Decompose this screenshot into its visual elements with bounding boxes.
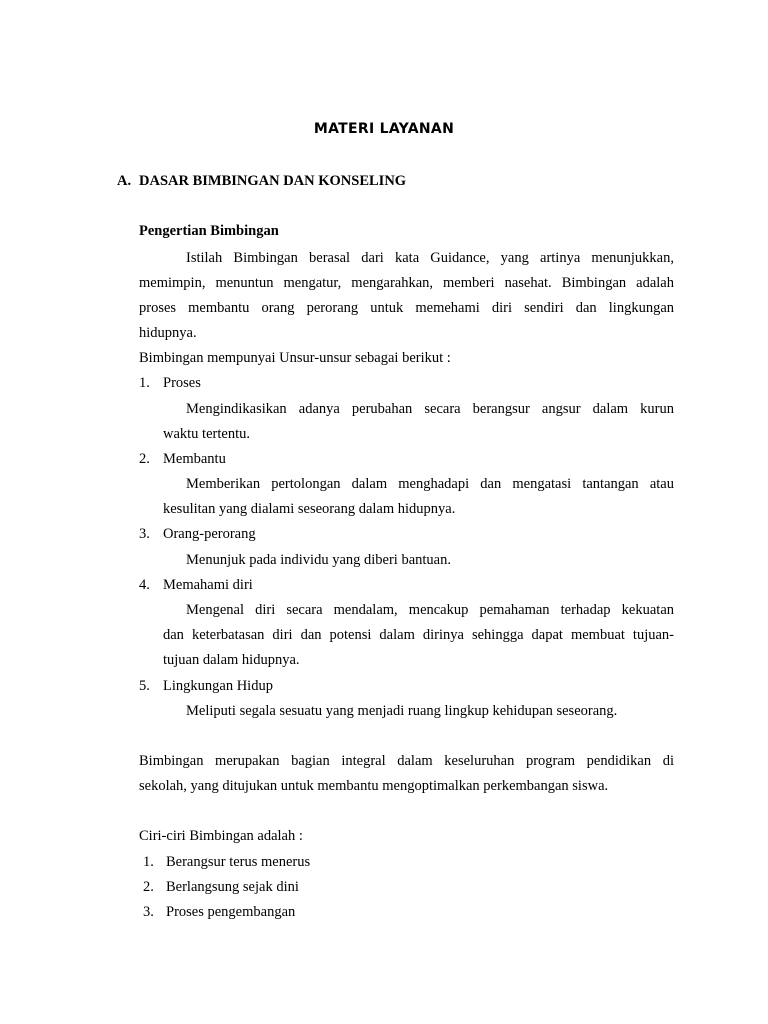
list-item-description: tujuan dalam hidupnya. bbox=[163, 652, 300, 668]
list-item-name: Memahami diri bbox=[163, 577, 253, 593]
list-item-number: 3. bbox=[143, 904, 154, 920]
elements-intro: Bimbingan mempunyai Unsur-unsur sebagai berikut : bbox=[139, 350, 451, 366]
definition-line: hidupnya. bbox=[139, 325, 197, 341]
integral-paragraph-line: sekolah, yang ditujukan untuk membantu mengoptimalkan perkembangan siswa. bbox=[139, 778, 609, 794]
list-item-description: Memberikan pertolongan dalam menghadapi dan mengatasi tantangan atau bbox=[186, 476, 674, 492]
list-item-description: dan keterbatasan diri dan potensi dalam dirinya sehingga dapat membuat tujuan- bbox=[163, 627, 674, 643]
subheading: Pengertian Bimbingan bbox=[139, 223, 279, 239]
list-item-description: waktu tertentu. bbox=[163, 426, 250, 442]
list-item-name: Membantu bbox=[163, 451, 226, 467]
list-item-description: Meliputi segala sesuatu yang menjadi ruang lingkup kehidupan seseorang. bbox=[186, 703, 618, 719]
definition-line: proses membantu orang perorang untuk memehami diri sendiri dan lingkungan bbox=[139, 300, 674, 316]
list-item-name: Proses bbox=[163, 375, 201, 391]
list-item-number: 1. bbox=[139, 375, 150, 391]
list-item-description: Mengenal diri secara mendalam, mencakup pemahaman terhadap kekuatan bbox=[186, 602, 674, 618]
integral-paragraph-line: Bimbingan merupakan bagian integral dalam keseluruhan program pendidikan di bbox=[139, 753, 674, 769]
list-item: Berlangsung sejak dini bbox=[166, 879, 299, 895]
section-heading bbox=[117, 173, 406, 190]
list-item-number: 1. bbox=[143, 854, 154, 870]
list-item-name: Orang-perorang bbox=[163, 526, 256, 542]
list-item: Proses pengembangan bbox=[166, 904, 296, 920]
list-item-number: 2. bbox=[143, 879, 154, 895]
list-item-description: kesulitan yang dialami seseorang dalam hidupnya. bbox=[163, 501, 456, 517]
section-letter: A. bbox=[117, 173, 132, 189]
list-item-name: Lingkungan Hidup bbox=[163, 678, 273, 694]
page-title: MATERI LAYANAN bbox=[313, 121, 455, 137]
list-item-number: 3. bbox=[139, 526, 150, 542]
list-item-description: Mengindikasikan adanya perubahan secara berangsur angsur dalam kurun bbox=[186, 401, 674, 417]
definition-line: Istilah Bimbingan berasal dari kata Guidance, yang artinya menunjukkan, bbox=[186, 250, 674, 266]
definition-line: memimpin, menuntun mengatur, mengarahkan, memberi nasehat. Bimbingan adalah bbox=[139, 275, 674, 291]
list-item-number: 4. bbox=[139, 577, 150, 593]
list-item-description: Menunjuk pada individu yang diberi bantuan. bbox=[186, 552, 451, 568]
list-item: Berangsur terus menerus bbox=[166, 854, 311, 870]
list-item-number: 5. bbox=[139, 678, 150, 694]
characteristics-intro: Ciri-ciri Bimbingan adalah : bbox=[139, 828, 303, 844]
list-item-number: 2. bbox=[139, 451, 150, 467]
section-heading-text: DASAR BIMBINGAN DAN KONSELING bbox=[139, 173, 407, 189]
